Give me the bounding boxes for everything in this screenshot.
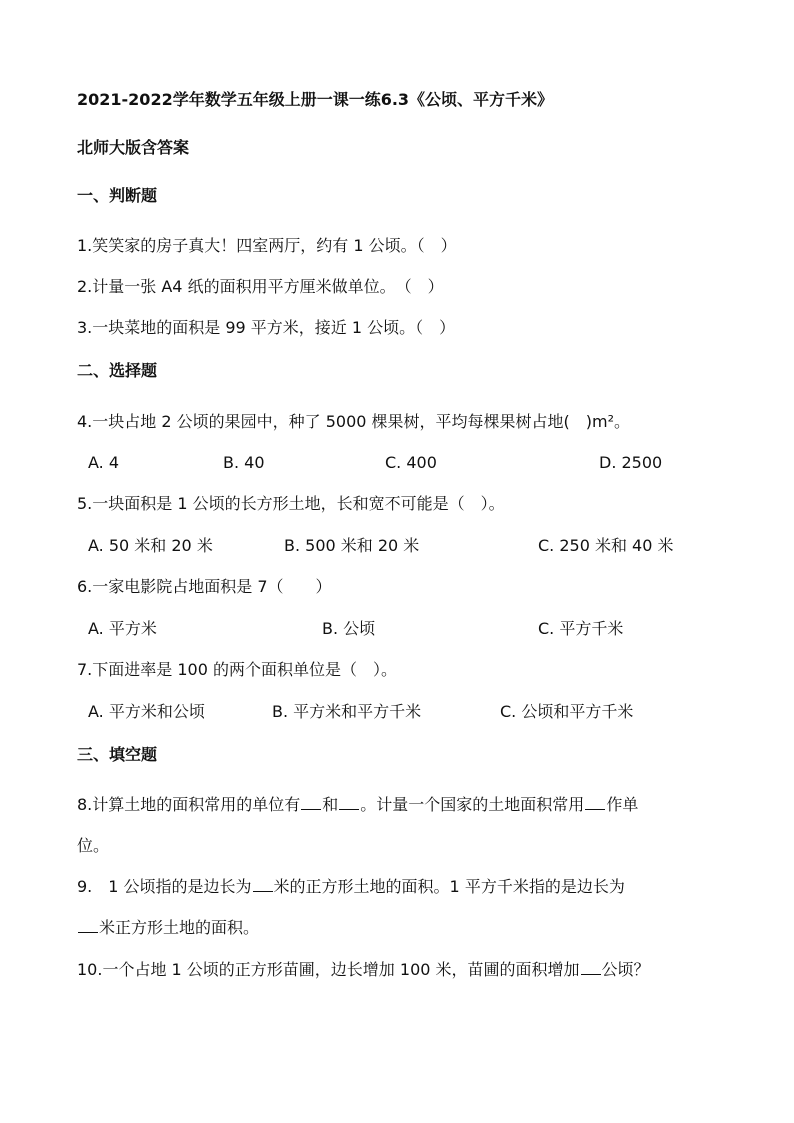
question-4: 4.一块占地 2 公顷的果园中，种了 5000 棵果树，平均每棵果树占地( )m²。 xyxy=(77,412,630,431)
question-4-option-c: C. 400 xyxy=(385,453,437,472)
question-5: 5.一块面积是 1 公顷的长方形土地，长和宽不可能是（ ）。 xyxy=(77,494,505,513)
section-heading-choice: 二、选择题 xyxy=(77,361,158,380)
question-9-text-1: 9. 1 公顷指的是边长为 xyxy=(77,877,252,896)
question-8-text-3: 。计量一个国家的土地面积常用 xyxy=(360,795,585,814)
question-10-text-1: 10.一个占地 1 公顷的正方形苗圃，边长增加 100 米，苗圃的面积增加 xyxy=(77,960,580,979)
question-8-line-2: 位。 xyxy=(77,836,110,855)
question-7-option-c: C. 公顷和平方千米 xyxy=(500,702,634,721)
question-8-text-2: 和 xyxy=(322,795,339,814)
question-4-option-d: D. 2500 xyxy=(599,453,663,472)
answer-blank[interactable] xyxy=(339,795,359,810)
question-7-option-a: A. 平方米和公顷 xyxy=(88,702,205,721)
document-title: 2021-2022学年数学五年级上册一课一练6.3《公顷、平方千米》 xyxy=(77,90,554,109)
question-6-option-a: A. 平方米 xyxy=(88,619,157,638)
question-5-option-a: A. 50 米和 20 米 xyxy=(88,536,213,555)
answer-blank[interactable] xyxy=(253,877,273,892)
question-6-option-b: B. 公顷 xyxy=(322,619,376,638)
question-3: 3.一块菜地的面积是 99 平方米，接近 1 公顷。（ ） xyxy=(77,318,456,337)
question-2: 2.计量一张 A4 纸的面积用平方厘米做单位。 （ ） xyxy=(77,277,444,296)
answer-blank[interactable] xyxy=(585,795,605,810)
question-9-line-2 xyxy=(77,918,259,938)
question-4-option-a: A. 4 xyxy=(88,453,120,472)
section-heading-judgement: 一、判断题 xyxy=(77,186,158,205)
question-5-option-b: B. 500 米和 20 米 xyxy=(284,536,420,555)
question-9-text-2: 米的正方形土地的面积。1 平方千米指的是边长为 xyxy=(273,877,625,896)
question-5-option-c: C. 250 米和 40 米 xyxy=(538,536,674,555)
question-6-option-c: C. 平方千米 xyxy=(538,619,624,638)
question-7-option-b: B. 平方米和平方千米 xyxy=(272,702,422,721)
answer-blank[interactable] xyxy=(301,795,321,810)
question-1: 1.笑笑家的房子真大！四室两厅，约有 1 公顷。（ ） xyxy=(77,236,457,255)
question-8-text-1: 8.计算土地的面积常用的单位有 xyxy=(77,795,301,814)
answer-blank[interactable] xyxy=(78,918,98,933)
question-10-text-2: 公顷？ xyxy=(601,960,650,979)
question-8-line-1 xyxy=(77,795,638,815)
question-9-text-3: 米正方形土地的面积。 xyxy=(99,918,260,937)
question-10 xyxy=(77,960,650,980)
answer-blank[interactable] xyxy=(581,960,601,975)
question-6: 6.一家电影院占地面积是 7（ ） xyxy=(77,577,332,596)
question-4-option-b: B. 40 xyxy=(223,453,265,472)
question-8-text-4: 作单 xyxy=(606,795,639,814)
question-7: 7.下面进率是 100 的两个面积单位是（ ）。 xyxy=(77,660,397,679)
question-9-line-1 xyxy=(77,877,625,897)
document-subtitle: 北师大版含答案 xyxy=(77,138,190,157)
section-heading-fill-in: 三、填空题 xyxy=(77,745,158,764)
